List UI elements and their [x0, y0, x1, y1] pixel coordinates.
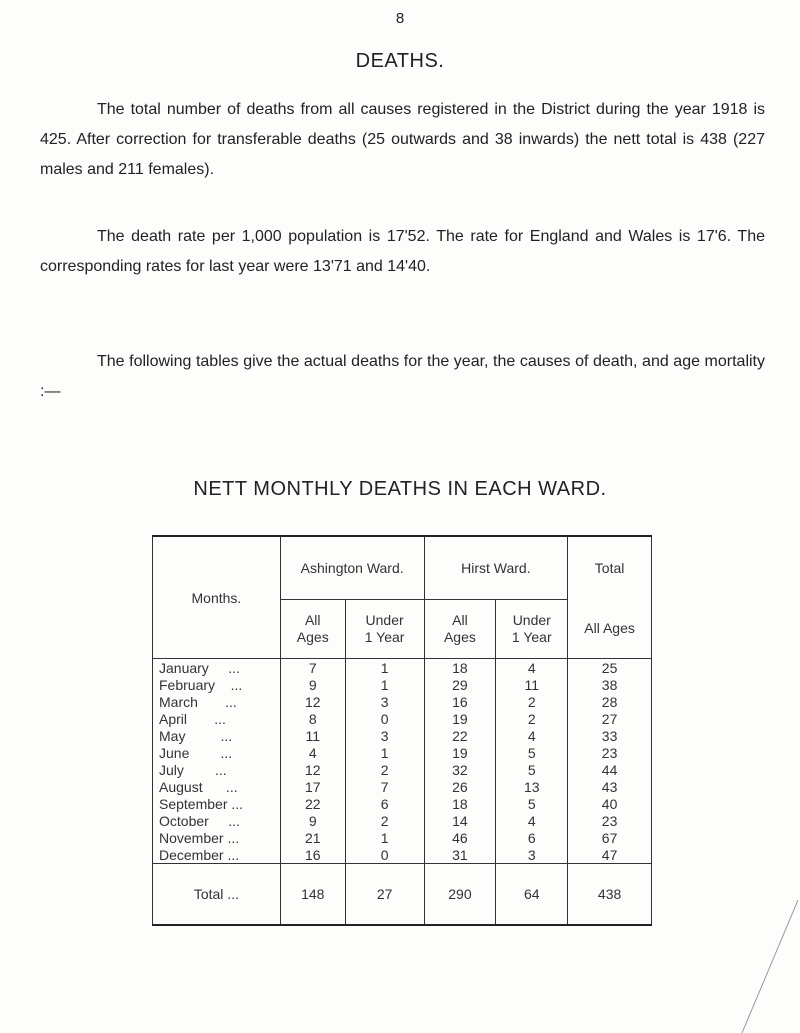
- hirst-under-1-value: 11: [496, 676, 568, 693]
- month-label: June ...: [153, 744, 281, 761]
- month-label: November ...: [153, 829, 281, 846]
- ashington-all-ages-value: 8: [280, 710, 345, 727]
- totals-label: Total ...: [153, 864, 281, 926]
- month-label: May ...: [153, 727, 281, 744]
- total-hirst-under-1: 64: [496, 864, 568, 926]
- total-all-ages-value: 44: [568, 761, 652, 778]
- total-ashington-under-1: 27: [345, 864, 424, 926]
- hirst-under-1-value: 3: [496, 846, 568, 864]
- hirst-ward-header: Hirst Ward.: [424, 536, 568, 600]
- month-label: March ...: [153, 693, 281, 710]
- page-title: DEATHS.: [355, 50, 445, 72]
- ashington-all-ages-value: 12: [280, 761, 345, 778]
- paragraph-tables-intro: The following tables give the actual deaths for the year, the causes of death, and age mortality :—: [40, 353, 765, 400]
- ashington-all-ages-value: 9: [280, 676, 345, 693]
- paragraph-death-rate: The death rate per 1,000 population is 17'52. The rate for England and Wales is 17'6. The corresponding rates for last year were 13'71 and 14'40.: [40, 228, 765, 275]
- sub-under-label: Under: [512, 612, 551, 628]
- total-all-ages-value: 25: [568, 659, 652, 677]
- ashington-all-ages-value: 11: [280, 727, 345, 744]
- hirst-all-ages-value: 19: [424, 744, 496, 761]
- sub-all-label: All: [452, 612, 468, 628]
- ashington-all-ages-value: 9: [280, 812, 345, 829]
- total-header: Total: [568, 536, 652, 600]
- sub-ages-label: Ages: [296, 629, 329, 645]
- total-all-ages-value: 27: [568, 710, 652, 727]
- total-all-ages-value: 47: [568, 846, 652, 864]
- month-rows: [153, 659, 652, 864]
- ashington-under-1-value: 1: [345, 676, 424, 693]
- hirst-all-ages-value: 18: [424, 795, 496, 812]
- month-label: January ...: [153, 659, 281, 677]
- totals-row: [153, 864, 652, 926]
- month-label: December ...: [153, 846, 281, 864]
- months-header: Months.: [153, 536, 281, 659]
- hirst-under-1-value: 6: [496, 829, 568, 846]
- table-row: [153, 659, 652, 677]
- ashington-under-1-value: 1: [345, 659, 424, 677]
- hirst-under-1-value: 4: [496, 659, 568, 677]
- table-title: NETT MONTHLY DEATHS IN EACH WARD.: [193, 478, 607, 500]
- ashington-under-1-value: 2: [345, 812, 424, 829]
- total-hirst-all: 290: [424, 864, 496, 926]
- sub-all-label: All: [304, 612, 321, 628]
- table-row: [153, 812, 652, 829]
- month-label: February ...: [153, 676, 281, 693]
- hirst-under-1-value: 4: [496, 812, 568, 829]
- paragraph-total-deaths: The total number of deaths from all causes registered in the District during the year 1918 is 425. After correction for transferable deaths (25 outwards and 38 inwards) the nett total is 438 (227 males and 211 females).: [40, 101, 765, 178]
- hirst-under-1-value: 2: [496, 710, 568, 727]
- hirst-all-ages-value: 22: [424, 727, 496, 744]
- total-ashington-all: 148: [280, 864, 345, 926]
- hirst-under-1-value: 5: [496, 795, 568, 812]
- hirst-under-1-value: 13: [496, 778, 568, 795]
- grand-total: 438: [568, 864, 652, 926]
- month-label: July ...: [153, 761, 281, 778]
- ashington-ward-header: Ashington Ward.: [280, 536, 424, 600]
- ashington-all-ages-value: 22: [280, 795, 345, 812]
- hirst-under-1-header: [496, 600, 568, 659]
- ashington-all-ages-value: 17: [280, 778, 345, 795]
- ashington-all-ages-value: 12: [280, 693, 345, 710]
- table-row: [153, 761, 652, 778]
- sub-under-label: Under: [365, 612, 404, 628]
- table-row: [153, 829, 652, 846]
- sub-year-label: 1 Year: [511, 629, 552, 645]
- hirst-all-ages-value: 46: [424, 829, 496, 846]
- hirst-all-ages-value: 32: [424, 761, 496, 778]
- table-row: [153, 727, 652, 744]
- page-number: 8: [395, 10, 405, 27]
- month-label: April ...: [153, 710, 281, 727]
- ashington-under-1-value: 0: [345, 846, 424, 864]
- table-row: [153, 710, 652, 727]
- hirst-all-ages-value: 14: [424, 812, 496, 829]
- sub-ages-label: Ages: [443, 629, 476, 645]
- ashington-under-1-value: 3: [345, 693, 424, 710]
- total-all-ages-value: 40: [568, 795, 652, 812]
- total-all-ages-value: 38: [568, 676, 652, 693]
- ashington-under-1-value: 3: [345, 727, 424, 744]
- table-row: [153, 846, 652, 864]
- month-label: October ...: [153, 812, 281, 829]
- hirst-under-1-value: 4: [496, 727, 568, 744]
- hirst-all-ages-value: 16: [424, 693, 496, 710]
- page-edge-line: [740, 900, 800, 1033]
- deaths-table-container: [152, 535, 652, 926]
- ashington-all-ages-header: [280, 600, 345, 659]
- ashington-all-ages-value: 7: [280, 659, 345, 677]
- month-label: August ...: [153, 778, 281, 795]
- ashington-under-1-value: 2: [345, 761, 424, 778]
- ashington-under-1-value: 1: [345, 744, 424, 761]
- hirst-all-ages-header: [424, 600, 496, 659]
- total-all-ages-header: All Ages: [568, 600, 652, 659]
- total-all-ages-value: 28: [568, 693, 652, 710]
- ashington-under-1-value: 7: [345, 778, 424, 795]
- hirst-under-1-value: 2: [496, 693, 568, 710]
- ashington-under-1-value: 0: [345, 710, 424, 727]
- month-label: September ...: [153, 795, 281, 812]
- total-all-ages-value: 67: [568, 829, 652, 846]
- table-row: [153, 693, 652, 710]
- ashington-under-1-value: 6: [345, 795, 424, 812]
- hirst-all-ages-value: 31: [424, 846, 496, 864]
- hirst-under-1-value: 5: [496, 744, 568, 761]
- total-all-ages-value: 33: [568, 727, 652, 744]
- ashington-under-1-header: [345, 600, 424, 659]
- ashington-all-ages-value: 4: [280, 744, 345, 761]
- ashington-all-ages-value: 16: [280, 846, 345, 864]
- hirst-all-ages-value: 26: [424, 778, 496, 795]
- total-all-ages-value: 23: [568, 812, 652, 829]
- table-row: [153, 778, 652, 795]
- total-all-ages-value: 43: [568, 778, 652, 795]
- ashington-all-ages-value: 21: [280, 829, 345, 846]
- table-row: [153, 676, 652, 693]
- monthly-deaths-table: [152, 535, 652, 926]
- hirst-under-1-value: 5: [496, 761, 568, 778]
- sub-year-label: 1 Year: [364, 629, 405, 645]
- ashington-under-1-value: 1: [345, 829, 424, 846]
- hirst-all-ages-value: 29: [424, 676, 496, 693]
- hirst-all-ages-value: 18: [424, 659, 496, 677]
- table-row: [153, 795, 652, 812]
- total-all-ages-value: 23: [568, 744, 652, 761]
- table-row: [153, 744, 652, 761]
- hirst-all-ages-value: 19: [424, 710, 496, 727]
